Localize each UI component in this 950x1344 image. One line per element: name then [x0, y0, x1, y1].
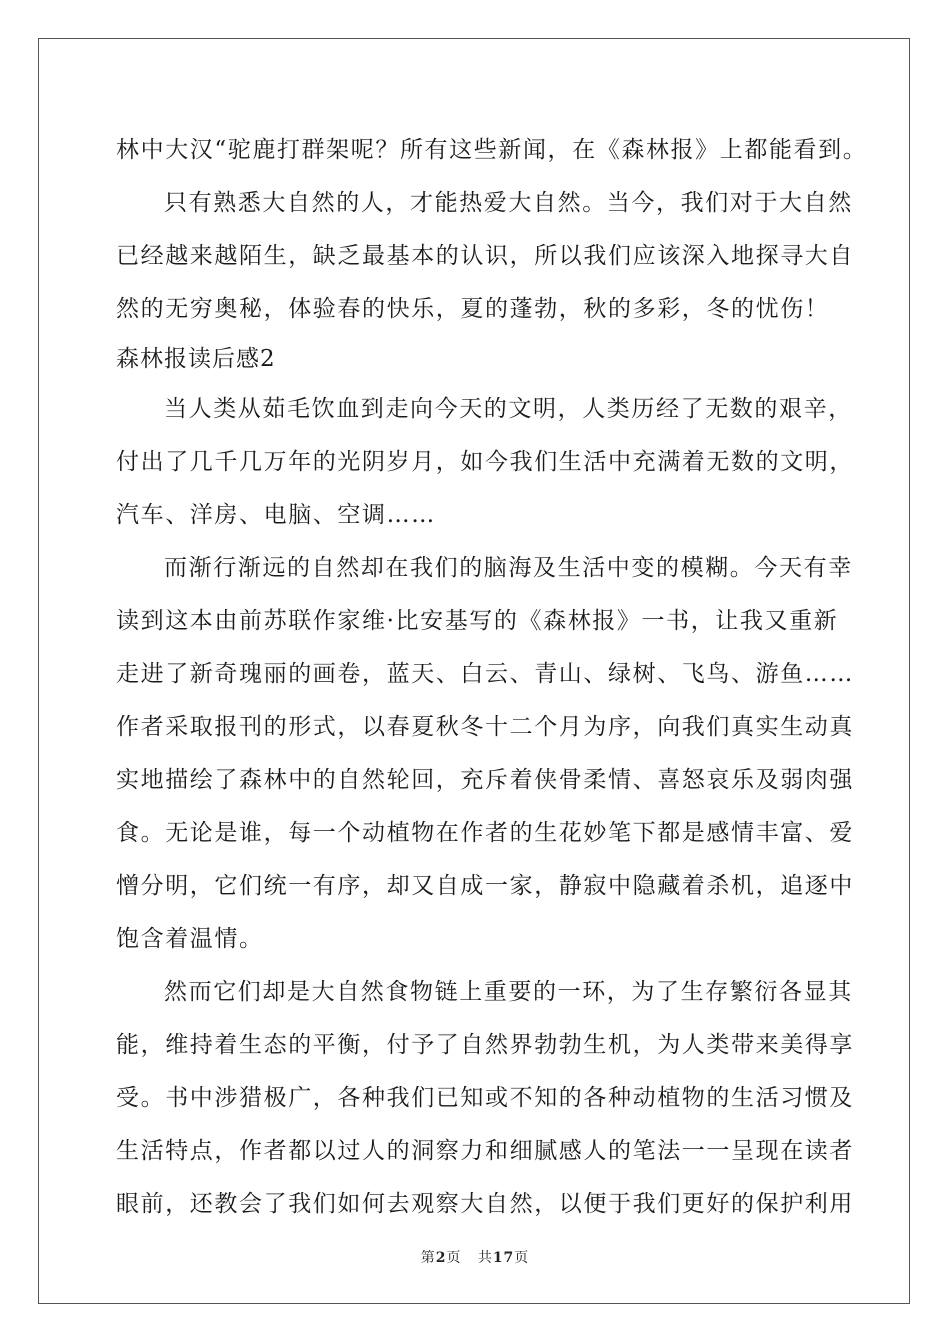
paragraph-start: 只有熟悉大自然的人，才能热爱大自然。当今，我们对于大自然	[164, 190, 853, 216]
text-line: 然的无穷奥秘，体验春的快乐，夏的蓬勃，秋的多彩，冬的忧伤！	[116, 296, 830, 322]
text-line: 憎分明，它们统一有序，却又自成一家，静寂中隐藏着杀机，追逐中	[116, 873, 854, 899]
page-prefix: 第	[420, 1250, 436, 1266]
page-number: 2	[435, 1250, 447, 1266]
text-line: 走进了新奇瑰丽的画卷，蓝天、白云、青山、绿树、飞鸟、游鱼……	[116, 661, 854, 687]
text-line: 林中大汉“驼鹿打群架呢？所有这些新闻，在《森林报》上都能看到。	[116, 137, 868, 163]
text-line: 受。书中涉猎极广，各种我们已知或不知的各种动植物的生活习惯及	[116, 1085, 854, 1111]
text-line: 眼前，还教会了我们如何去观察大自然，以便于我们更好的保护利用	[116, 1191, 854, 1217]
text-line: 付出了几千几万年的光阴岁月，如今我们生活中充满着无数的文明，	[116, 449, 854, 475]
page-suffix: 页	[446, 1250, 462, 1266]
text-line: 生活特点，作者都以过人的洞察力和细腻感人的笔法一一呈现在读者	[116, 1138, 854, 1164]
text-line: 汽车、洋房、电脑、空调……	[116, 502, 436, 528]
paragraph-start: 而渐行渐远的自然却在我们的脑海及生活中变的模糊。今天有幸	[164, 555, 853, 581]
text-line: 食。无论是谁，每一个动植物在作者的生花妙笔下都是感情丰富、爱	[116, 820, 854, 846]
paragraph-start: 当人类从茹毛饮血到走向今天的文明，人类历经了无数的艰辛，	[164, 396, 853, 422]
text-line: 已经越来越陌生，缺乏最基本的认识，所以我们应该深入地探寻大自	[116, 243, 854, 269]
paragraph-start: 然而它们却是大自然食物链上重要的一环，为了生存繁衍各显其	[164, 979, 853, 1005]
total-suffix: 页	[514, 1250, 530, 1266]
text-line: 作者采取报刊的形式，以春夏秋冬十二个月为序，向我们真实生动真	[116, 714, 854, 740]
text-line: 饱含着温情。	[116, 926, 264, 952]
document-body	[116, 124, 868, 1231]
text-line: 能，维持着生态的平衡，付予了自然界勃勃生机，为人类带来美得享	[116, 1032, 854, 1058]
text-line: 实地描绘了森林中的自然轮回，充斥着侠骨柔情、喜怒哀乐及弱肉强	[116, 767, 854, 793]
total-pages: 17	[492, 1250, 515, 1266]
section-heading: 森林报读后感2	[116, 346, 276, 372]
page-footer	[0, 1247, 950, 1267]
text-line: 读到这本由前苏联作家维·比安基写的《森林报》一书，让我又重新	[116, 608, 839, 634]
total-prefix: 共	[477, 1250, 493, 1266]
